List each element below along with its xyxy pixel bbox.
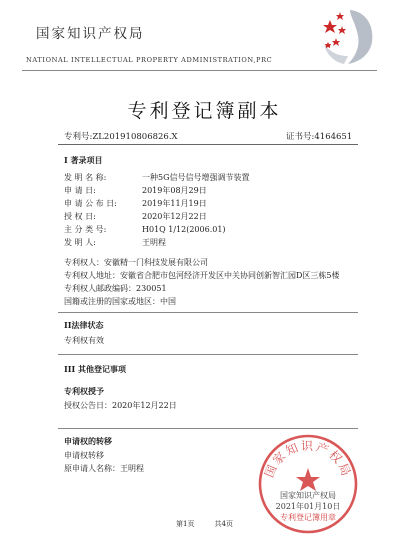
certificate-number xyxy=(286,130,352,142)
field-label: 申 请 公 布 日: xyxy=(64,199,117,208)
section-divider xyxy=(58,312,358,313)
title-divider xyxy=(58,144,358,145)
patent-number-value: ZL201910806826.X xyxy=(92,132,178,142)
original-applicant: 原申请人名称：王明程 xyxy=(64,464,144,473)
field-invention-name xyxy=(64,172,249,183)
field-inventor xyxy=(64,237,166,248)
seal-ring-text: 国家知识产权局 xyxy=(261,439,355,480)
field-value: 2019年08月29日 xyxy=(142,186,207,195)
page-total: 共4页 xyxy=(214,520,233,528)
field-publication-date xyxy=(64,198,207,209)
owner-postal-code: 专利权人邮政编码：230051 xyxy=(64,284,167,293)
grant-subheading: 专利权授予 xyxy=(64,386,104,396)
field-label: 授 权 日: xyxy=(64,212,96,221)
owner-name: 专利权人：安徽精一门科技发展有限公司 xyxy=(64,258,208,267)
transfer-line: 申请权转移 xyxy=(64,451,104,460)
document-title: 专利登记簿副本 xyxy=(127,100,282,122)
page-footer xyxy=(0,519,409,529)
certificate-number-value: 4164651 xyxy=(314,132,353,142)
section-other-heading: III 其他登记事项 xyxy=(64,364,127,374)
owner-nationality: 国籍或注册的国家或地区：中国 xyxy=(64,297,176,306)
field-value: H01Q 1/12(2006.01) xyxy=(142,225,226,234)
cnipa-logo-icon xyxy=(320,6,376,66)
owner-address: 专利权人地址：安徽省合肥市包河经济开发区中关协同创新智汇园D区三栋5楼 xyxy=(64,271,340,280)
patent-number-label: 专利号: xyxy=(64,132,93,142)
field-value: 2020年12月22日 xyxy=(142,212,207,221)
grant-announcement-date: 授权公告日：2020年12月22日 xyxy=(64,401,177,410)
seal-issuer-text: 国家知识产权局 xyxy=(280,491,336,500)
field-label: 发 明 人: xyxy=(64,238,96,247)
field-grant-date xyxy=(64,211,207,222)
field-label: 发 明 名 称: xyxy=(64,173,107,182)
legal-status-value: 专利权有效 xyxy=(64,336,104,345)
section-divider xyxy=(58,354,358,355)
patent-number xyxy=(64,130,178,142)
section-divider xyxy=(58,428,358,429)
header-divider xyxy=(22,70,377,71)
field-classification xyxy=(64,224,226,235)
field-value: 王明程 xyxy=(142,238,166,247)
seal-star-icon xyxy=(296,468,320,491)
section-legal-status-heading: II法律状态 xyxy=(64,320,104,330)
issuer-title-en: NATIONAL INTELLECTUAL PROPERTY ADMINISTRATION,PRC xyxy=(26,56,273,64)
issuer-title-cn: 国家知识产权局 xyxy=(36,26,145,42)
field-label: 申 请 日: xyxy=(64,186,96,195)
field-label: 主 分 类 号: xyxy=(64,225,107,234)
transfer-heading: 申请权的转移 xyxy=(64,436,112,446)
field-value: 2019年11月19日 xyxy=(142,199,207,208)
field-application-date xyxy=(64,185,207,196)
field-value: 一种5G信号信号增强调节装置 xyxy=(142,173,250,182)
page-number: 第1页 xyxy=(176,520,195,528)
section-bibliographic-heading: I 著录项目 xyxy=(64,155,103,165)
seal-purpose-text: 专利登记簿用章 xyxy=(280,513,336,522)
certificate-number-label: 证书号: xyxy=(286,132,315,142)
seal-date-text: 2021年01月10日 xyxy=(275,502,341,511)
